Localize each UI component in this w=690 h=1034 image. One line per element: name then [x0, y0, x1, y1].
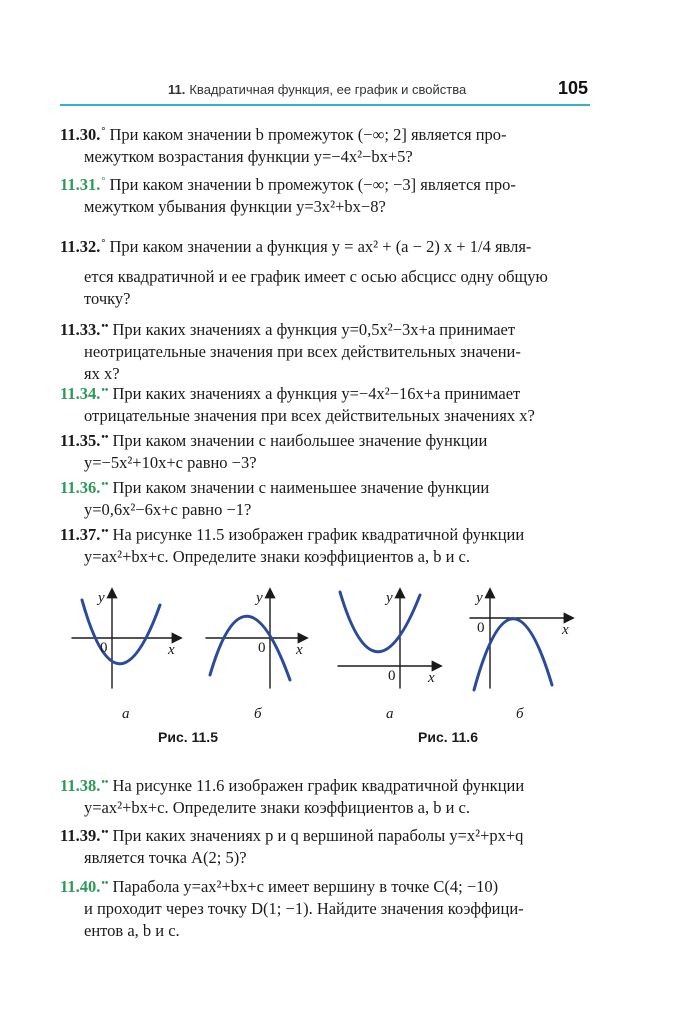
problem-11-36 — [60, 474, 590, 521]
problem-text: отрицательные значения при всех действительных значениях x? — [84, 406, 535, 425]
graph-11-6-b — [470, 590, 572, 690]
axis-y-label: y — [98, 590, 105, 606]
axis-x-label: x — [296, 642, 303, 658]
problem-text: точку? — [84, 289, 131, 308]
axis-x-label: x — [428, 670, 435, 686]
figure-caption-11-5: Рис. 11.5 — [158, 729, 218, 745]
problem-text: При каком значении b промежуток (−∞; −3] является про- — [109, 175, 516, 194]
problem-text: При каких значениях p и q вершиной параболы y=x²+px+q — [112, 826, 524, 845]
problem-text: ентов a, b и c. — [84, 921, 180, 940]
problem-number: 11.39.•• — [60, 826, 109, 845]
problem-text: неотрицательные значения при всех действительных значени- — [84, 342, 521, 361]
problem-text: При каком значении c наименьшее значение функции — [112, 478, 490, 497]
problem-number: 11.34.•• — [60, 384, 109, 403]
problem-11-33 — [60, 316, 590, 385]
problem-text: На рисунке 11.5 изображен график квадратичной функции — [112, 525, 525, 544]
problem-text: При каких значениях a функция y=−4x²−16x+a принимает — [112, 384, 521, 403]
problem-11-37 — [60, 521, 590, 568]
problem-number: 11.40.•• — [60, 877, 109, 896]
page-header — [60, 80, 590, 108]
problem-11-38 — [60, 772, 590, 819]
origin-label: 0 — [388, 668, 396, 684]
problem-11-30 — [60, 121, 590, 168]
problem-number: 11.37.•• — [60, 525, 109, 544]
problem-number: 11.30.° — [60, 125, 106, 144]
problem-11-39 — [60, 822, 590, 869]
problem-text: При каких значениях a функция y=0,5x²−3x+a принимает — [112, 320, 516, 339]
figure-caption-11-6: Рис. 11.6 — [418, 729, 478, 745]
problem-number: 11.32.° — [60, 237, 106, 256]
problem-11-34 — [60, 380, 590, 427]
problem-11-32 — [60, 233, 590, 310]
axis-y-label: y — [386, 590, 393, 606]
axis-y-label: y — [476, 590, 483, 606]
problem-text: Парабола y=ax²+bx+c имеет вершину в точке C(4; −10) — [112, 877, 499, 896]
problem-text: y=ax²+bx+c. Определите знаки коэффициентов a, b и c. — [84, 798, 471, 817]
problem-number: 11.31.° — [60, 175, 106, 194]
problem-number: 11.33.•• — [60, 320, 109, 339]
problem-text: ется квадратичной и ее график имеет с осью абсцисс одну общую — [84, 267, 548, 286]
subfigure-label: а — [122, 706, 130, 722]
problem-text: является точка A(2; 5)? — [84, 848, 247, 867]
subfigure-label: б — [516, 706, 524, 722]
subfigure-label: б — [254, 706, 262, 722]
subfigure-label: а — [386, 706, 394, 722]
axis-x-label: x — [168, 642, 175, 658]
problem-text: и проходит через точку D(1; −1). Найдите значения коэффици- — [84, 899, 524, 918]
problem-text: При каком значении a функция y = ax² + (a − 2) x + 1/4 явля- — [109, 237, 532, 256]
problem-text: При каком значении b промежуток (−∞; 2] является про- — [109, 125, 507, 144]
origin-label: 0 — [477, 620, 485, 636]
problem-11-35 — [60, 427, 590, 474]
problem-text: y=ax²+bx+c. Определите знаки коэффициентов a, b и c. — [84, 547, 471, 566]
problem-text: ях x? — [84, 364, 120, 383]
graph-11-5-a — [72, 590, 180, 688]
problem-number: 11.35.•• — [60, 431, 109, 450]
axis-x-label: x — [562, 622, 569, 638]
figures-panel — [0, 580, 690, 760]
problem-text: межутком возрастания функции y=−4x²−bx+5? — [84, 147, 413, 166]
problem-number: 11.36.•• — [60, 478, 109, 497]
origin-label: 0 — [258, 640, 266, 656]
axis-y-label: y — [256, 590, 263, 606]
problem-11-40 — [60, 873, 590, 942]
problem-number: 11.38.•• — [60, 776, 109, 795]
problem-text: На рисунке 11.6 изображен график квадратичной функции — [112, 776, 525, 795]
origin-label: 0 — [100, 640, 108, 656]
problem-text: y=−5x²+10x+c равно −3? — [84, 453, 257, 472]
problem-text: y=0,6x²−6x+c равно −1? — [84, 500, 252, 519]
problem-text: межутком убывания функции y=3x²+bx−8? — [84, 197, 386, 216]
page-number: 105 — [557, 78, 588, 98]
problem-11-31 — [60, 171, 590, 218]
chapter-title: 11. Квадратичная функция, ее график и свойства — [168, 82, 467, 97]
problem-text: При каком значении c наибольшее значение функции — [112, 431, 488, 450]
header-rule — [60, 104, 590, 106]
